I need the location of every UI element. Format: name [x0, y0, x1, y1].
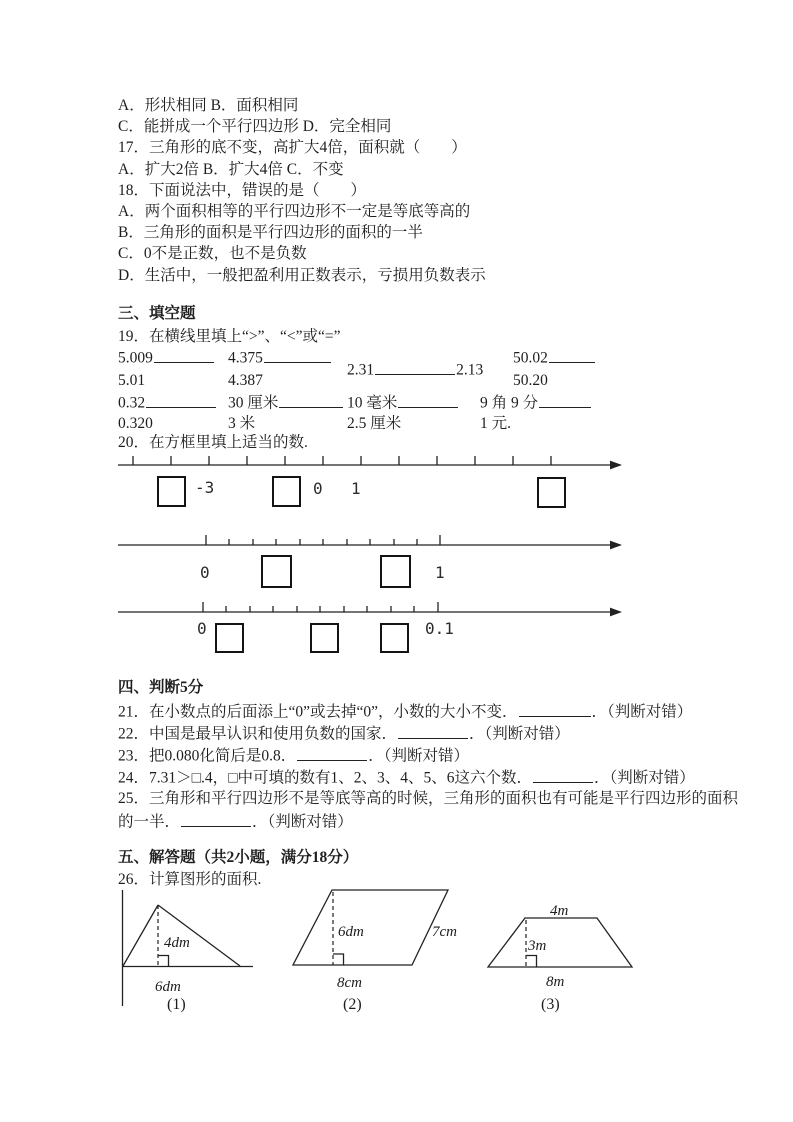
base-label: 6dm: [155, 979, 181, 995]
question-text: 的一半．: [118, 813, 181, 831]
figure-parallelogram: [290, 885, 475, 1015]
text-line: C．0不是正数，也不是负数: [118, 245, 307, 263]
side-label: 7cm: [432, 924, 457, 940]
axis-label: 0: [197, 619, 207, 638]
question-text: 23．把0.080化简后是0.8．: [118, 747, 297, 765]
arrowhead-icon: [610, 461, 622, 470]
value: 9 角 9 分: [480, 394, 539, 412]
answer-box: [261, 555, 292, 588]
question-26: 26．计算图形的面积.: [118, 871, 262, 888]
section4-header: 四、判断5分: [118, 679, 204, 696]
text-line: D．生活中，一般把盈利用正数表示，亏损用负数表示: [118, 266, 486, 284]
q19-cell: 3 米: [228, 415, 256, 432]
answer-box: [272, 476, 301, 507]
figure-trapezoid: [480, 885, 655, 1015]
question-23: [118, 745, 469, 766]
q19-cell: [118, 392, 217, 413]
arrowhead-icon: [610, 608, 622, 617]
question-24: [118, 767, 695, 788]
axis-label: 1: [435, 563, 445, 582]
question-text: 24．7.31＞□.4，□中可填的数有1、2、3、4、5、6这六个数．: [118, 769, 532, 787]
answer-box: [380, 623, 409, 653]
question-22: [118, 723, 570, 744]
answer-blank: [154, 347, 214, 363]
answer-box: [380, 555, 411, 588]
choice-section: [118, 95, 486, 286]
question-text: 21．在小数点的后面添上“0”或去掉“0”，小数的大小不变．: [118, 703, 518, 721]
figure-caption: (2): [343, 996, 362, 1013]
q19-cell: 2.5 厘米: [347, 415, 402, 432]
answer-box: [215, 623, 244, 653]
figure-caption: (1): [167, 996, 186, 1013]
question-25: [118, 789, 738, 808]
base-label: 8cm: [337, 975, 362, 991]
question-tail: ．（判断对错）: [252, 813, 353, 831]
answer-blank: [297, 745, 367, 761]
triangle-left-side: [123, 905, 158, 966]
question-text: 25．三角形和平行四边形不是等底等高的时候，三角形的面积也有可能是平行四边形的面积: [118, 790, 739, 807]
value: 10 毫米: [347, 394, 398, 412]
axis-label: 0.1: [425, 619, 454, 638]
question-19: 19．在横线里填上“>”、“<”或“=”: [118, 328, 341, 345]
height-label: 4dm: [164, 935, 190, 951]
number-line-2-axis: [110, 532, 640, 552]
trapezoid-outline: [488, 918, 632, 967]
question-21: [118, 701, 692, 722]
text-line: B．三角形的面积是平行四边形的面积的一半: [118, 224, 423, 242]
question-17: 17．三角形的底不变，高扩大4倍，面积就（ ）: [118, 139, 467, 157]
answer-box: [310, 623, 339, 653]
answer-blank: [539, 392, 591, 408]
answer-box: [157, 476, 186, 507]
figure-caption: (3): [541, 996, 560, 1013]
arrowhead-icon: [610, 541, 622, 550]
text-line: C．能拼成一个平行四边形 D．完全相同: [118, 118, 392, 136]
question-20: 20．在方框里填上适当的数.: [118, 434, 308, 451]
height-label: 6dm: [338, 924, 364, 940]
text-line: A．形状相同 B．面积相同: [118, 97, 299, 114]
q19-cell: [513, 347, 596, 368]
axis-label: -3: [195, 478, 215, 497]
value: 2.31: [347, 361, 375, 379]
number-line-1-axis: [110, 450, 640, 472]
axis-label: 0: [200, 563, 210, 582]
q19-cell: [480, 392, 592, 413]
q19-cell: 5.01: [118, 372, 146, 389]
right-angle-mark: [333, 954, 344, 965]
section3-header: 三、填空题: [118, 305, 196, 322]
height-label: 3m: [528, 938, 547, 954]
value: 0.32: [118, 394, 146, 412]
q19-cell: 0.320: [118, 415, 153, 432]
q19-cell: 1 元.: [480, 415, 512, 432]
section5-header: 五、解答题（共2小题，满分18分）: [118, 849, 359, 866]
number-line-2: [110, 532, 650, 594]
question-text: 22．中国是最早认识和使用负数的国家．: [118, 725, 398, 743]
q19-cell: 4.387: [228, 372, 263, 389]
answer-box: [537, 477, 566, 508]
question-18: 18．下面说法中，错误的是（ ）: [118, 181, 367, 199]
answer-blank: [375, 359, 455, 375]
text-line: A．两个面积相等的平行四边形不一定是等底等高的: [118, 203, 471, 221]
right-angle-mark: [158, 956, 169, 967]
value: 2.13: [456, 361, 484, 379]
answer-blank: [181, 811, 251, 827]
answer-blank: [398, 723, 468, 739]
question-tail: ．（判断对错）: [368, 747, 470, 765]
value: 30 厘米: [228, 394, 279, 412]
question-tail: ．（判断对错）: [591, 703, 693, 721]
question-tail: ．（判断对错）: [469, 725, 570, 743]
axis-label: 0: [313, 479, 323, 498]
value: 4.375: [228, 349, 263, 367]
value: 50.02: [513, 349, 548, 367]
figure-triangle: [110, 888, 270, 1016]
parallelogram-outline: [293, 890, 448, 965]
q19-cell: [347, 392, 459, 413]
q19-cell: 50.20: [513, 372, 548, 389]
q19-cell: [228, 347, 332, 368]
answer-blank: [279, 392, 343, 408]
q19-cell: [118, 347, 215, 368]
answer-blank: [519, 701, 591, 717]
answer-blank: [549, 347, 595, 363]
q19-cell: [347, 359, 483, 380]
question-25-cont: [118, 811, 353, 832]
answer-blank: [264, 347, 331, 363]
question-tail: ．（判断对错）: [593, 769, 695, 787]
text-line: A．扩大2倍 B．扩大4倍 C．不变: [118, 160, 344, 178]
answer-blank: [533, 767, 593, 783]
answer-blank: [398, 392, 458, 408]
value: 5.009: [118, 349, 153, 367]
q19-cell: [228, 392, 344, 413]
axis-label: 1: [351, 479, 361, 498]
right-angle-mark: [526, 956, 537, 968]
number-line-3-axis: [110, 598, 640, 618]
number-line-1: [110, 450, 650, 512]
top-label: 4m: [550, 903, 569, 919]
number-line-3: [110, 598, 650, 660]
answer-blank: [146, 392, 216, 408]
base-label: 8m: [546, 974, 565, 990]
